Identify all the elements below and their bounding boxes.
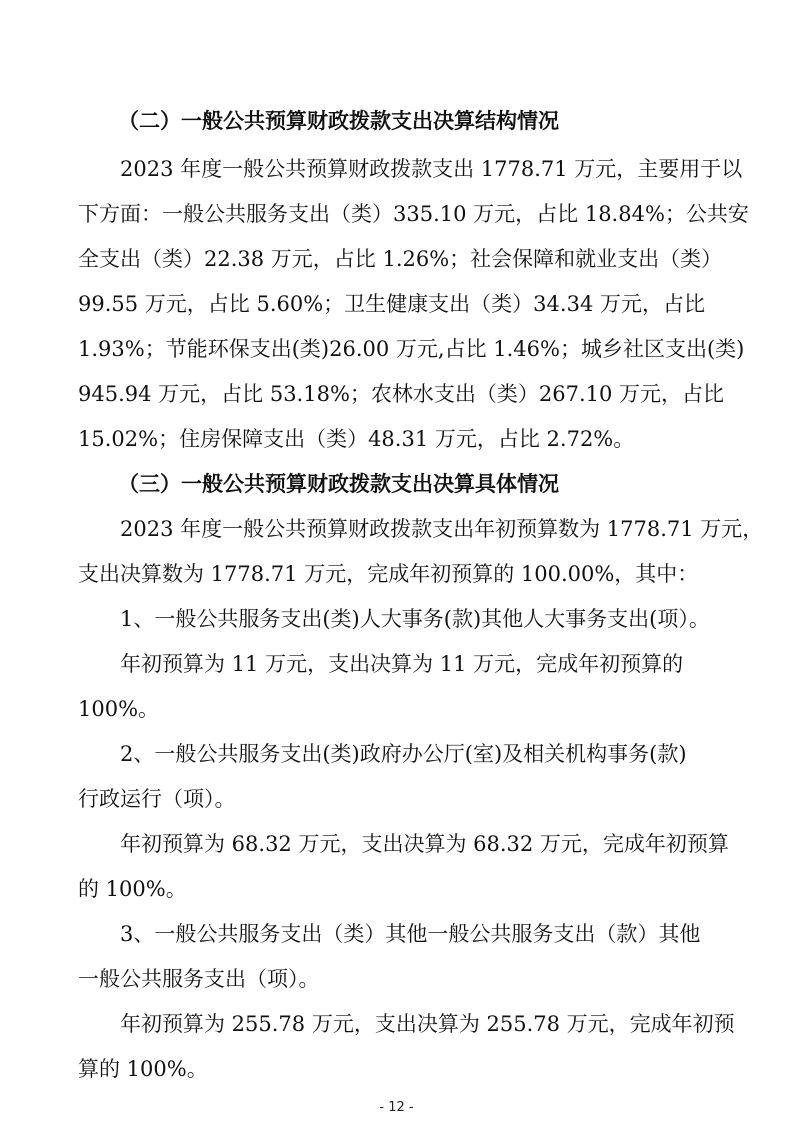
paragraph-line: 99.55 万元，占比 5.60%；卫生健康支出（类）34.34 万元，占比 bbox=[78, 292, 705, 316]
section-heading-detail: （三）一般公共预算财政拨款支出决算具体情况 bbox=[118, 471, 559, 496]
paragraph-line: 下方面：一般公共服务支出（类）335.10 万元，占比 18.84%；公共安 bbox=[78, 202, 749, 226]
item-title: 一般公共服务支出（项）。 bbox=[78, 967, 320, 991]
item-detail: 年初预算为 68.32 万元，支出决算为 68.32 万元，完成年初预算 bbox=[120, 832, 729, 856]
paragraph-line: 2023 年度一般公共预算财政拨款支出年初预算数为 1778.71 万元， bbox=[120, 517, 764, 541]
item-title: 2、一般公共服务支出(类)政府办公厅(室)及相关机构事务(款) bbox=[120, 742, 687, 766]
item-detail: 的 100%。 bbox=[78, 877, 187, 901]
item-detail: 100%。 bbox=[78, 697, 160, 721]
paragraph-line: 全支出（类）22.38 万元，占比 1.26%；社会保障和就业支出（类） bbox=[78, 247, 723, 271]
item-detail: 算的 100%。 bbox=[78, 1057, 208, 1081]
paragraph-line: 1.93%；节能环保支出(类)26.00 万元,占比 1.46%；城乡社区支出(类) bbox=[78, 337, 745, 361]
item-title: 1、一般公共服务支出(类)人大事务(款)其他人大事务支出(项）。 bbox=[120, 607, 710, 631]
paragraph-line: 2023 年度一般公共预算财政拨款支出 1778.71 万元，主要用于以 bbox=[120, 157, 743, 181]
section-heading-structure: （二）一般公共预算财政拨款支出决算结构情况 bbox=[118, 108, 559, 133]
paragraph-line: 支出决算数为 1778.71 万元，完成年初预算的 100.00%，其中： bbox=[78, 562, 699, 586]
item-detail: 年初预算为 255.78 万元，支出决算为 255.78 万元，完成年初预 bbox=[120, 1012, 735, 1036]
page-number: - 12 - bbox=[379, 1100, 414, 1115]
item-detail: 年初预算为 11 万元，支出决算为 11 万元，完成年初预算的 bbox=[120, 652, 684, 676]
item-title: 3、一般公共服务支出（类）其他一般公共服务支出（款）其他 bbox=[120, 922, 701, 946]
paragraph-line: 15.02%；住房保障支出（类）48.31 万元，占比 2.72%。 bbox=[78, 427, 635, 451]
paragraph-line: 945.94 万元，占比 53.18%；农林水支出（类）267.10 万元，占比 bbox=[78, 382, 725, 406]
item-title: 行政运行（项）。 bbox=[78, 787, 236, 811]
